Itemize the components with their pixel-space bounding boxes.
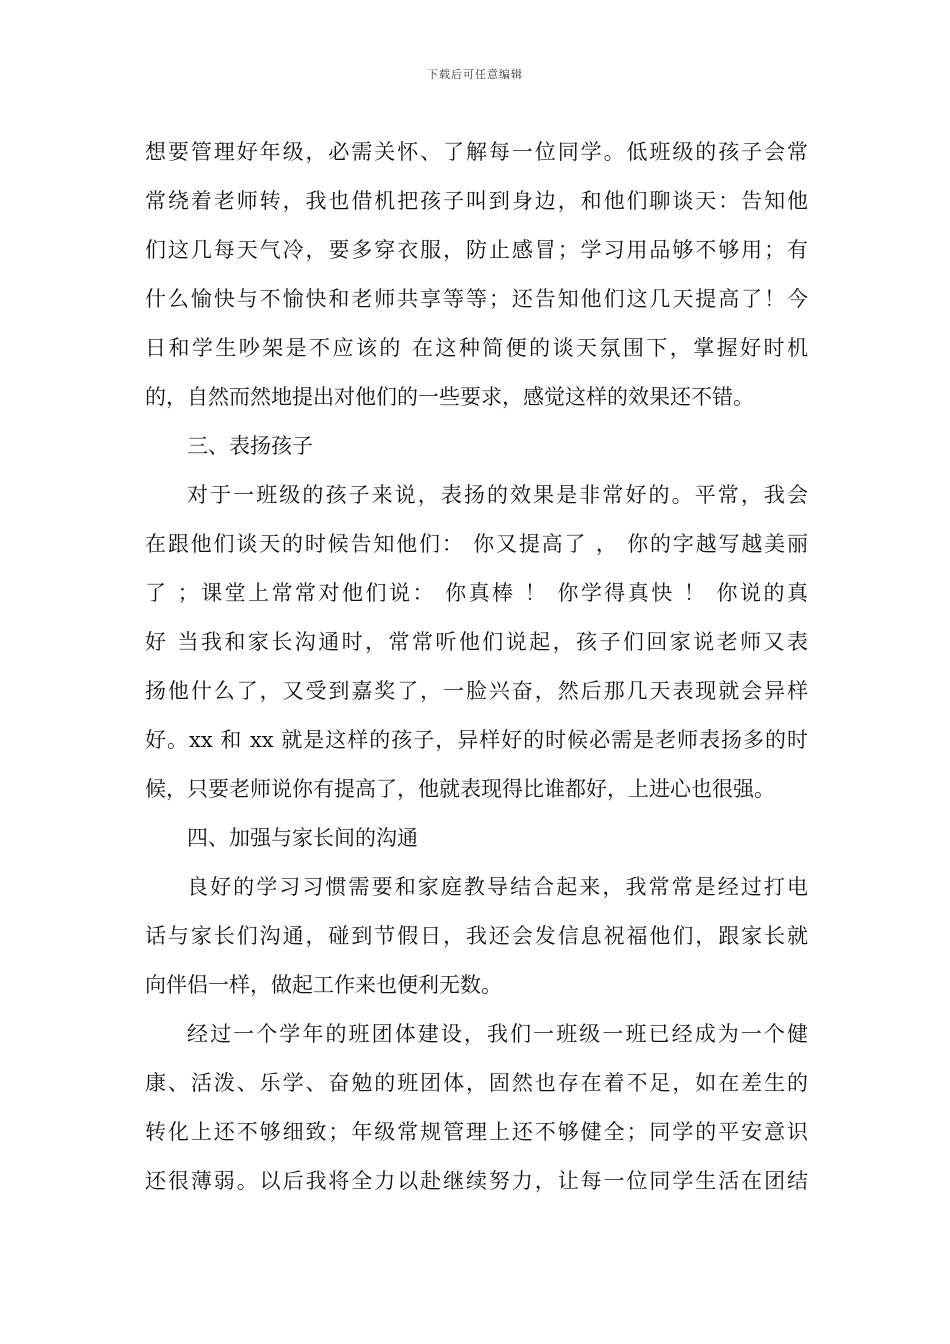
text-line: 了 ；课堂上常常对他们说： 你真棒 ！ 你学得真快 ！ 你说的真 bbox=[145, 581, 808, 605]
text-line: 扬他什么了，又受到嘉奖了，一脸兴奋，然后那几天表现就会异样 bbox=[145, 679, 808, 703]
text-line: 想要管理好年级，必需关怀、了解每一位同学。低班级的孩子会常 bbox=[145, 140, 808, 164]
text-line: 什么愉快与不愉快和老师共享等等；还告知他们这几天提高了！今 bbox=[145, 287, 808, 311]
text-line: 向伴侣一样，做起工作来也便利无数。 bbox=[145, 973, 502, 997]
text-line: 候，只要老师说你有提高了，他就表现得比谁都好，上进心也很强。 bbox=[145, 777, 775, 801]
document-body bbox=[145, 128, 808, 1206]
text-line: 常绕着老师转，我也借机把孩子叫到身边，和他们聊谈天：告知他 bbox=[145, 189, 808, 213]
text-line: 还很薄弱。以后我将全力以赴继续努力，让每一位同学生活在团结 bbox=[145, 1169, 808, 1193]
text-line: 们这几每天气冷，要多穿衣服，防止感冒；学习用品够不够用；有 bbox=[145, 238, 808, 262]
page-header-note: 下载后可任意编辑 bbox=[427, 68, 523, 81]
text-line: 转化上还不够细致；年级常规管理上还不够健全；同学的平安意识 bbox=[145, 1120, 808, 1144]
text-line: 话与家长们沟通，碰到节假日，我还会发信息祝福他们，跟家长就 bbox=[145, 924, 808, 948]
text-line: 的，自然而然地提出对他们的一些要求，感觉这样的效果还不错。 bbox=[145, 385, 754, 409]
text-line: 在跟他们谈天的时候告知他们： 你又提高了 ， 你的字越写越美丽 bbox=[145, 532, 808, 556]
text-line: 良好的学习习惯需要和家庭教导结合起来，我常常是经过打电 bbox=[187, 875, 808, 899]
text-line: 经过一个学年的班团体建设，我们一班级一班已经成为一个健 bbox=[187, 1022, 808, 1046]
text-line: 日和学生吵架是不应该的 在这种简便的谈天氛围下，掌握好时机 bbox=[145, 336, 808, 360]
text-line: 三、表扬孩子 bbox=[187, 434, 313, 458]
text-line: 康、活泼、乐学、奋勉的班团体，固然也存在着不足，如在差生的 bbox=[145, 1071, 808, 1095]
text-line: 对于一班级的孩子来说，表扬的效果是非常好的。平常，我会 bbox=[187, 483, 808, 507]
text-line: 四、加强与家长间的沟通 bbox=[187, 826, 418, 850]
text-line: 好 当我和家长沟通时，常常听他们说起，孩子们回家说老师又表 bbox=[145, 630, 808, 654]
text-line: 好。xx 和 xx 就是这样的孩子，异样好的时候必需是老师表扬多的时 bbox=[145, 728, 808, 752]
